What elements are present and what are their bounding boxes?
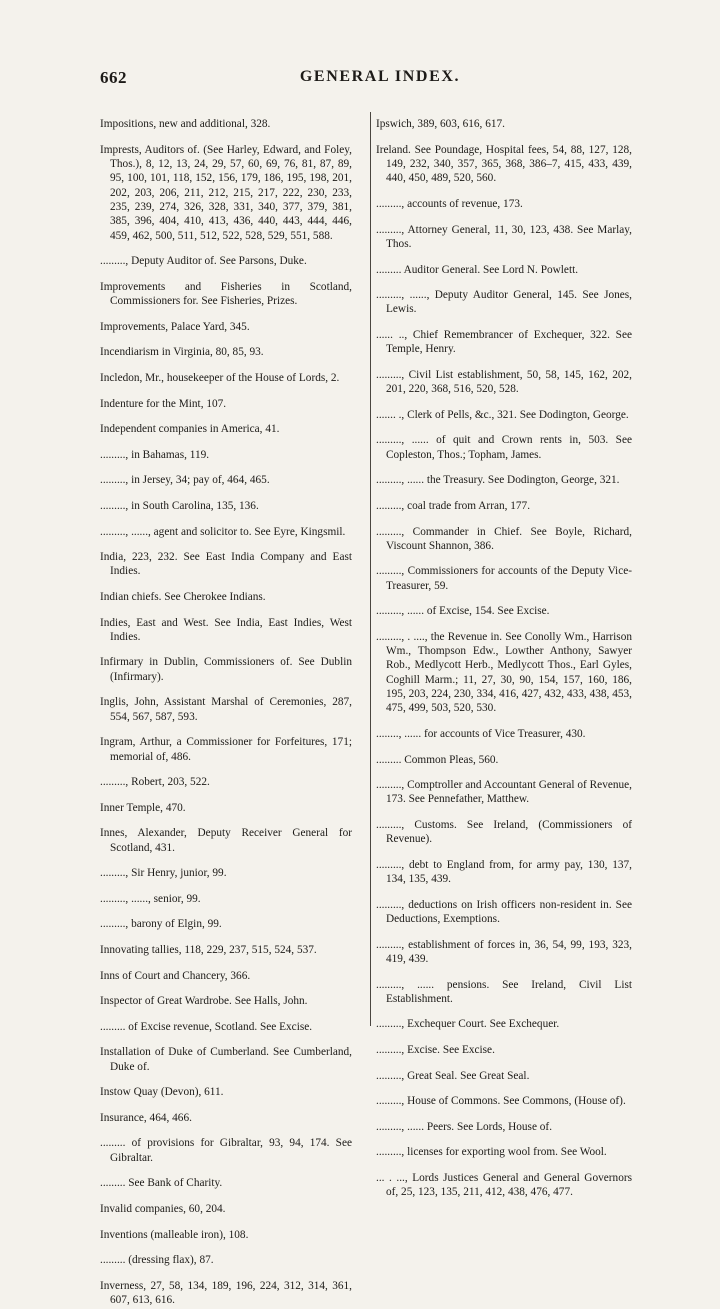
- page-number: 662: [100, 68, 127, 87]
- index-entry: Inverness, 27, 58, 134, 189, 196, 224, 312, 314, 361, 607, 613, 616.: [100, 1279, 352, 1307]
- index-entry: Incledon, Mr., housekeeper of the House of Lords, 2.: [100, 371, 340, 384]
- index-entry: Improvements, Palace Yard, 345.: [100, 320, 250, 333]
- index-entry: ....... ., Clerk of Pells, &c., 321. See Dodington, George.: [376, 408, 629, 421]
- index-entry: Instow Quay (Devon), 611.: [100, 1086, 224, 1099]
- index-entry: ........., Excise. See Excise.: [376, 1044, 495, 1057]
- index-entry: ........., in Jersey, 34; pay of, 464, 465.: [100, 474, 270, 487]
- index-entry: ........., licenses for exporting wool from. See Wool.: [376, 1146, 607, 1159]
- index-entry: Indenture for the Mint, 107.: [100, 397, 227, 410]
- column-divider: [370, 112, 371, 1026]
- index-entry: Installation of Duke of Cumberland. See Cumberland, Duke of.: [100, 1046, 352, 1073]
- index-entry: Invalid companies, 60, 204.: [100, 1202, 226, 1215]
- index-entry: ........., Sir Henry, junior, 99.: [100, 867, 227, 880]
- index-entry: Ingram, Arthur, a Commissioner for Forfeitures, 171; memorial of, 486.: [100, 736, 352, 763]
- index-entry: ........., Comptroller and Accountant General of Revenue, 173. See Pennefather, Matthew.: [376, 779, 632, 806]
- index-entry: India, 223, 232. See East India Company and East Indies.: [100, 551, 352, 578]
- running-head: GENERAL INDEX.: [299, 68, 461, 85]
- index-entry: Improvements and Fisheries in Scotland, Commissioners for. See Fisheries, Prizes.: [100, 280, 352, 308]
- index-entry: ........., in South Carolina, 135, 136.: [100, 499, 259, 512]
- index-entry: ........., deductions on Irish officers non-resident in. See Deductions, Exemptions.: [376, 898, 632, 926]
- index-entry: ........., Attorney General, 11, 30, 123, 438. See Marlay, Thos.: [376, 223, 632, 250]
- index-entry: Infirmary in Dublin, Commissioners of. See Dublin (Infirmary).: [100, 656, 352, 683]
- index-entry: Inspector of Great Wardrobe. See Halls, John.: [100, 995, 308, 1008]
- index-entry: Innes, Alexander, Deputy Receiver General for Scotland, 431.: [100, 827, 352, 854]
- index-entry: ........., coal trade from Arran, 177.: [376, 499, 531, 512]
- index-entry: Impositions, new and additional, 328.: [100, 118, 271, 131]
- index-entry: Innovating tallies, 118, 229, 237, 515, 524, 537.: [100, 944, 317, 956]
- index-column-left: [100, 106, 352, 1309]
- index-entry: ......... of provisions for Gibraltar, 93, 94, 174. See Gibraltar.: [100, 1137, 352, 1164]
- index-entry: ...... .., Chief Remembrancer of Exchequer, 322. See Temple, Henry.: [376, 329, 632, 356]
- index-entry: ........., ......, agent and solicitor to. See Eyre, Kingsmil.: [100, 525, 346, 538]
- index-entry: ........., accounts of revenue, 173.: [376, 198, 523, 211]
- index-entry: ........., Great Seal. See Great Seal.: [376, 1069, 530, 1082]
- index-entry: ........., Deputy Auditor of. See Parsons, Duke.: [100, 255, 307, 268]
- index-entry: Indian chiefs. See Cherokee Indians.: [100, 590, 266, 603]
- index-entry: Incendiarism in Virginia, 80, 85, 93.: [100, 346, 264, 359]
- index-entry: Ireland. See Poundage, Hospital fees, 54, 88, 127, 128, 149, 232, 340, 357, 365, 368, 386–7, 415, 433, 439, 440, 450, 489, 520, 560.: [376, 143, 632, 185]
- index-entry: Indies, East and West. See India, East Indies, West Indies.: [100, 616, 352, 643]
- index-entry: ........., ......, senior, 99.: [100, 892, 201, 905]
- index-entry: ........., barony of Elgin, 99.: [100, 918, 222, 931]
- index-entry: ........., debt to England from, for army pay, 130, 137, 134, 135, 439.: [376, 858, 632, 886]
- index-entry: Inventions (malleable iron), 108.: [100, 1228, 249, 1241]
- index-entry: ........, ...... for accounts of Vice Treasurer, 430.: [376, 727, 586, 740]
- page-header: [100, 68, 660, 94]
- index-entry: Independent companies in America, 41.: [100, 423, 280, 436]
- index-entry: ........., ...... the Treasury. See Dodington, George, 321.: [376, 474, 620, 487]
- index-entry: ........., . ...., the Revenue in. See Conolly Wm., Harrison Wm., Thompson Edw., Lowther Anthony, Sawyer Rob., Medlycott Herb., Medlycott Thos., Earl Gyles, Coghill Marm.; 11, 27, 30, 90, 154, 157, 160, 186, 195, 203, 224, 230, 334, 416, 427, 432, 433, 438, 453, 475, 499, 503, 520, 530.: [376, 630, 632, 715]
- index-entry: ......... See Bank of Charity.: [100, 1177, 223, 1190]
- index-entry: ......... Auditor General. See Lord N. Powlett.: [376, 263, 579, 276]
- index-entry: ......... of Excise revenue, Scotland. See Excise.: [100, 1020, 313, 1033]
- index-entry: ......... (dressing flax), 87.: [100, 1254, 214, 1267]
- index-entry: ........., ...... pensions. See Ireland, Civil List Establishment.: [376, 978, 632, 1005]
- index-entry: ... . ..., Lords Justices General and General Governors of, 25, 123, 135, 211, 412, 438, 476, 477.: [376, 1172, 632, 1199]
- index-entry: ........., Commissioners for accounts of the Deputy Vice-Treasurer, 59.: [376, 565, 632, 592]
- index-entry: ........., Customs. See Ireland, (Commissioners of Revenue).: [376, 819, 632, 846]
- index-entry: ........., ...... of quit and Crown rents in, 503. See Copleston, Thos.; Topham, James.: [376, 434, 632, 461]
- index-entry: Inner Temple, 470.: [100, 801, 186, 814]
- index-entry: Ipswich, 389, 603, 616, 617.: [376, 118, 505, 131]
- index-entry: ........., establishment of forces in, 36, 54, 99, 193, 323, 419, 439.: [376, 938, 632, 965]
- index-entry: Insurance, 464, 466.: [100, 1111, 192, 1124]
- index-entry: ......... Common Pleas, 560.: [376, 753, 499, 766]
- index-column-right: [376, 106, 632, 1201]
- index-entry: ........., ...... Peers. See Lords, House of.: [376, 1120, 553, 1133]
- index-entry: ........., Exchequer Court. See Exchequer.: [376, 1018, 560, 1031]
- index-entry: Imprests, Auditors of. (See Harley, Edward, and Foley, Thos.), 8, 12, 13, 24, 29, 57, 60, 69, 76, 81, 87, 89, 95, 100, 101, 118, 152, 156, 179, 186, 195, 198, 201, 202, 203, 206, 211, 212, 215, 217, 222, 230, 233, 235, 239, 274, 326, 328, 331, 340, 377, 379, 381, 385, 396, 404, 410, 413, 436, 440, 443, 444, 446, 459, 462, 500, 511, 512, 522, 528, 529, 551, 588.: [100, 143, 352, 242]
- index-entry: Inglis, John, Assistant Marshal of Ceremonies, 287, 554, 567, 587, 593.: [100, 696, 352, 723]
- index-entry: ........., in Bahamas, 119.: [100, 448, 210, 461]
- index-entry: ........., House of Commons. See Commons, (House of).: [376, 1095, 626, 1108]
- index-entry: ........., ...... of Excise, 154. See Excise.: [376, 605, 550, 618]
- index-entry: ........., ......, Deputy Auditor General, 145. See Jones, Lewis.: [376, 289, 632, 316]
- index-entry: ........., Robert, 203, 522.: [100, 776, 210, 789]
- index-entry: Inns of Court and Chancery, 366.: [100, 969, 251, 982]
- index-entry: ........., Commander in Chief. See Boyle, Richard, Viscount Shannon, 386.: [376, 525, 632, 552]
- index-entry: ........., Civil List establishment, 50, 58, 145, 162, 202, 201, 220, 368, 516, 520, 528.: [376, 368, 632, 396]
